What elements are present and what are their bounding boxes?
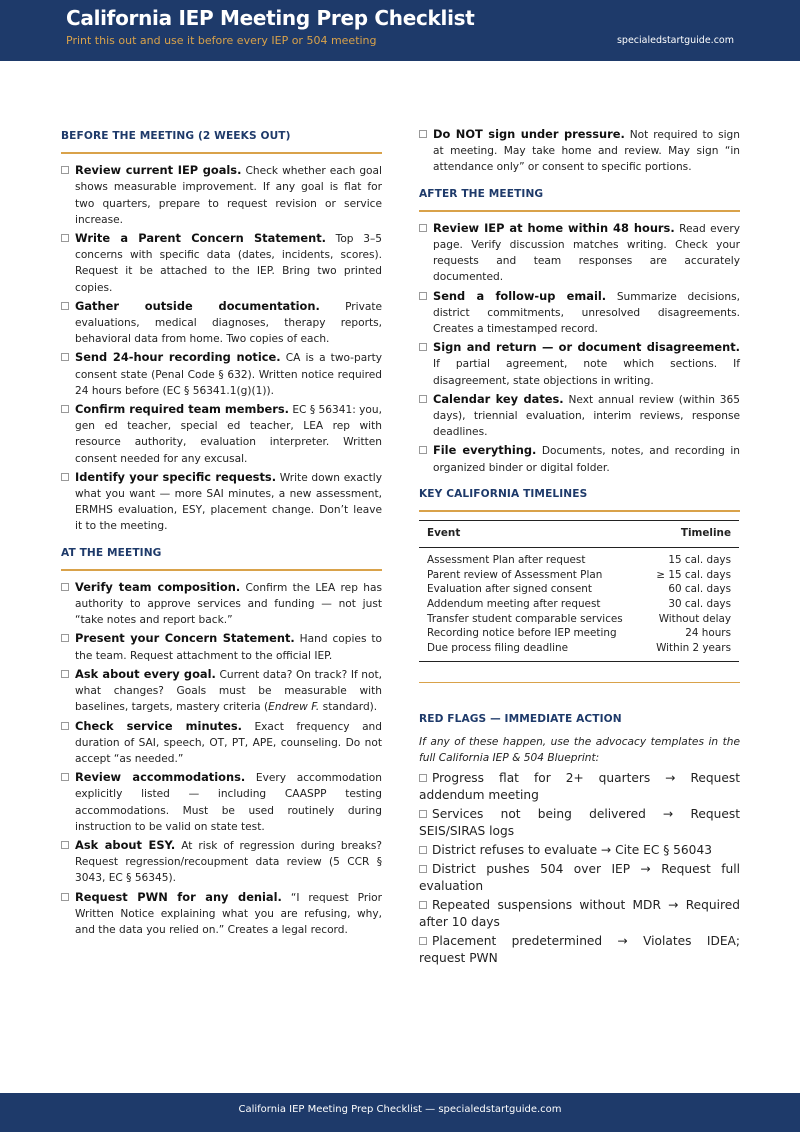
at-list — [61, 579, 382, 938]
section-title-at: AT THE MEETING — [61, 543, 382, 571]
item-text: Private evaluations, medical diagnoses, therapy reports, behavioral data from home. Two copies of each. — [75, 300, 382, 346]
item-label: File everything. — [433, 443, 537, 458]
page-subtitle: Print this out and use it before every IEP or 504 meeting — [66, 34, 377, 47]
before-list — [61, 162, 382, 534]
checklist-item[interactable] — [419, 220, 740, 286]
item-label: Identify your specific requests. — [75, 469, 277, 484]
red-flag-item[interactable] — [419, 897, 740, 931]
checklist-item[interactable] — [419, 442, 740, 475]
checkbox-icon[interactable] — [61, 302, 69, 310]
item-text: EC § 56341: you, gen ed teacher, special ed teacher, LEA rep with resource authority, evaluation interpreter. Written consent needed for any excusal. — [75, 404, 382, 465]
checkbox-icon[interactable] — [61, 353, 69, 361]
checklist-item[interactable] — [61, 162, 382, 228]
item-text: Current data? On track? If not, what changes? Goals must be measurable with baselines, targets, mastery criteria (Endrew F. standard). — [75, 668, 383, 714]
left-column — [61, 126, 382, 940]
checkbox-icon[interactable] — [61, 473, 69, 481]
red-flag-item[interactable] — [419, 770, 740, 804]
item-text: Summarize decisions, district commitments, unresolved disagreements. Creates a timestamped record. — [433, 290, 741, 336]
checkbox-icon[interactable] — [419, 292, 427, 300]
timeline-cell: 30 cal. days — [668, 598, 731, 611]
checkbox-icon[interactable] — [419, 395, 427, 403]
page-title: California IEP Meeting Prep Checklist — [66, 6, 475, 30]
item-label: Gather outside documentation. — [75, 298, 320, 313]
checkbox-icon[interactable] — [61, 773, 69, 781]
item-text: Check whether each goal shows measurable improvement. If any goal is flat for two quarters, prepare to request revision or service increase. — [75, 165, 382, 226]
item-label: Check service minutes. — [75, 718, 242, 733]
item-text: Hand copies to the team. Request attachment to the official IEP. — [75, 633, 383, 662]
checkbox-icon[interactable] — [61, 670, 69, 678]
section-title-after: AFTER THE MEETING — [419, 184, 740, 212]
right-column — [419, 126, 740, 969]
item-text: Exact frequency and duration of SAI, speech, OT, PT, APE, counseling. Do not accept “as needed.” — [75, 720, 382, 765]
event-cell: Transfer student comparable services — [427, 612, 623, 625]
red-flag-text: Placement predetermined → Violates IDEA; request PWN — [419, 934, 740, 966]
checkbox-icon[interactable] — [61, 166, 69, 174]
checkbox-icon[interactable] — [61, 634, 69, 642]
item-label: Review IEP at home within 48 hours. — [433, 220, 675, 235]
checklist-item[interactable] — [61, 469, 382, 535]
checklist-item[interactable] — [61, 230, 382, 296]
section-title-timelines: KEY CALIFORNIA TIMELINES — [419, 484, 740, 512]
item-text: Every accommodation explicitly listed — including CAASPP testing accommodations. Must be used routinely during instruction to be valid on state test. — [75, 772, 382, 833]
red-flag-item[interactable] — [419, 861, 740, 895]
red-flag-text: Services not being delivered → Request SEIS/SIRAS logs — [419, 807, 740, 839]
checkbox-icon[interactable] — [419, 846, 427, 854]
checkbox-icon[interactable] — [61, 722, 69, 730]
checkbox-icon[interactable] — [61, 893, 69, 901]
checkbox-icon[interactable] — [419, 774, 427, 782]
red-flags-intro: If any of these happen, use the advocacy templates in the full California IEP & 504 Blueprint: — [419, 735, 740, 764]
checkbox-icon[interactable] — [419, 446, 427, 454]
item-text: Read every page. Verify discussion matches writing. Check your requests and team responses are accurately documented. — [433, 222, 741, 284]
item-label: Confirm required team members. — [75, 402, 289, 417]
page-footer — [0, 1093, 800, 1132]
checklist-item[interactable] — [61, 630, 382, 663]
checklist-item[interactable] — [61, 579, 382, 629]
checkbox-icon[interactable] — [419, 937, 427, 945]
after-list — [419, 220, 740, 476]
checklist-item[interactable] — [61, 769, 382, 835]
checklist-item[interactable] — [419, 391, 740, 441]
event-cell: Assessment Plan after request — [427, 554, 586, 567]
page-header — [0, 0, 800, 61]
red-flag-text: Repeated suspensions without MDR → Required after 10 days — [419, 898, 740, 930]
item-label: Calendar key dates. — [433, 391, 564, 406]
checklist-item[interactable] — [419, 288, 740, 338]
item-label: Do NOT sign under pressure. — [433, 127, 625, 141]
site-url: specialedstartguide.com — [616, 35, 734, 46]
checklist-item[interactable] — [61, 298, 382, 348]
table-row — [419, 597, 739, 612]
item-label: Review accommodations. — [75, 770, 246, 785]
checklist-item[interactable] — [61, 401, 382, 467]
checkbox-icon[interactable] — [61, 583, 69, 591]
checklist-item[interactable] — [61, 889, 382, 939]
item-text: Next annual review (within 365 days), triennial evaluation, interim reviews, response deadlines. — [433, 393, 740, 439]
column-header-timeline: Timeline — [643, 521, 739, 548]
item-text: “I request Prior Written Notice explaining what you are refusing, why, and the data you relied on.” Creates a legal record. — [75, 891, 382, 936]
timeline-cell: Within 2 years — [643, 641, 739, 662]
item-text: At risk of regression during breaks? Request regression/recoupment data review (5 CCR § 3043, EC § 56345). — [75, 839, 382, 885]
table-row — [419, 568, 739, 583]
checkbox-icon[interactable] — [419, 865, 427, 873]
table-row — [419, 626, 739, 641]
case-name: Endrew F. — [268, 701, 320, 714]
item-label: Request PWN for any denial. — [75, 889, 282, 904]
item-text: Not required to sign at meeting. May take home and review. May sign “in attendance only” or consent to specific portions. — [433, 129, 740, 174]
checkbox-icon[interactable] — [419, 901, 427, 909]
column-header-event: Event — [419, 521, 643, 548]
red-flag-text: District pushes 504 over IEP → Request full evaluation — [419, 862, 740, 894]
item-text: Write down exactly what you want — more SAI minutes, a new assessment, ERMHS evaluation, ESY, placement change. Don’t leave it to the meeting. — [75, 471, 382, 533]
section-title-red-flags: RED FLAGS — IMMEDIATE ACTION — [419, 713, 622, 726]
checklist-item[interactable] — [419, 339, 740, 389]
checkbox-icon[interactable] — [61, 841, 69, 849]
item-label: Ask about ESY. — [75, 837, 176, 852]
red-flag-item[interactable] — [419, 806, 740, 840]
timelines-table — [419, 520, 739, 662]
item-text: If partial agreement, note which sections. If disagreement, state objections in writing. — [433, 358, 740, 387]
item-text: Confirm the LEA rep has authority to approve services and funding — not just “take notes and report back.” — [75, 581, 383, 627]
red-flag-text: Progress flat for 2+ quarters → Request addendum meeting — [419, 771, 740, 803]
item-label: Verify team composition. — [75, 579, 241, 594]
event-cell: Addendum meeting after request — [427, 598, 601, 611]
red-flag-item[interactable] — [419, 933, 740, 967]
item-text: Top 3–5 concerns with specific data (dates, incidents, scores). Request it be attached to the IEP. Bring two printed copies. — [75, 233, 382, 294]
event-cell: Parent review of Assessment Plan — [427, 568, 603, 581]
checkbox-icon[interactable] — [419, 224, 427, 232]
item-label: Sign and return — or document disagreement. — [433, 340, 740, 355]
checklist-item[interactable] — [61, 718, 382, 768]
item-text: CA is a two-party consent state (Penal Code § 632). Written notice required 24 hours before (EC § 56341.1(g)(1)). — [75, 352, 383, 397]
item-label: Send a follow-up email. — [433, 288, 607, 303]
item-label: Ask about every goal. — [75, 666, 216, 681]
timeline-cell: 15 cal. days — [668, 554, 731, 567]
table-row — [419, 548, 739, 568]
checkbox-icon[interactable] — [419, 343, 427, 351]
checklist-item[interactable] — [61, 666, 382, 716]
event-cell: Due process filing deadline — [419, 641, 643, 662]
checkbox-icon[interactable] — [419, 810, 427, 818]
checkbox-icon[interactable] — [419, 130, 427, 138]
item-label: Present your Concern Statement. — [75, 631, 295, 646]
timeline-cell: 24 hours — [685, 627, 731, 640]
checklist-item[interactable] — [61, 349, 382, 399]
event-cell: Evaluation after signed consent — [427, 583, 592, 596]
footer-text: California IEP Meeting Prep Checklist — specialedstartguide.com — [238, 1104, 562, 1115]
table-row — [419, 582, 739, 597]
checkbox-icon[interactable] — [61, 234, 69, 242]
checklist-item[interactable] — [61, 837, 382, 887]
event-cell: Recording notice before IEP meeting — [427, 627, 617, 640]
red-flags-list — [419, 770, 740, 967]
table-row — [419, 612, 739, 627]
red-flag-text: District refuses to evaluate → Cite EC § 56043 — [432, 843, 712, 858]
table-row — [419, 641, 739, 662]
table-header-row — [419, 521, 739, 548]
item-text: Documents, notes, and recording in organized binder or digital folder. — [433, 445, 740, 474]
section-title-before: BEFORE THE MEETING (2 WEEKS OUT) — [61, 126, 382, 154]
red-flag-item[interactable] — [419, 842, 740, 859]
item-label: Send 24-hour recording notice. — [75, 350, 281, 365]
item-label: Write a Parent Concern Statement. — [75, 231, 326, 246]
checkbox-icon[interactable] — [61, 405, 69, 413]
timeline-cell: 60 cal. days — [668, 583, 731, 596]
timeline-cell: Without delay — [658, 612, 731, 625]
item-label: Review current IEP goals. — [75, 163, 242, 178]
checklist-item[interactable] — [419, 126, 740, 176]
timeline-cell: ≥ 15 cal. days — [656, 568, 731, 581]
